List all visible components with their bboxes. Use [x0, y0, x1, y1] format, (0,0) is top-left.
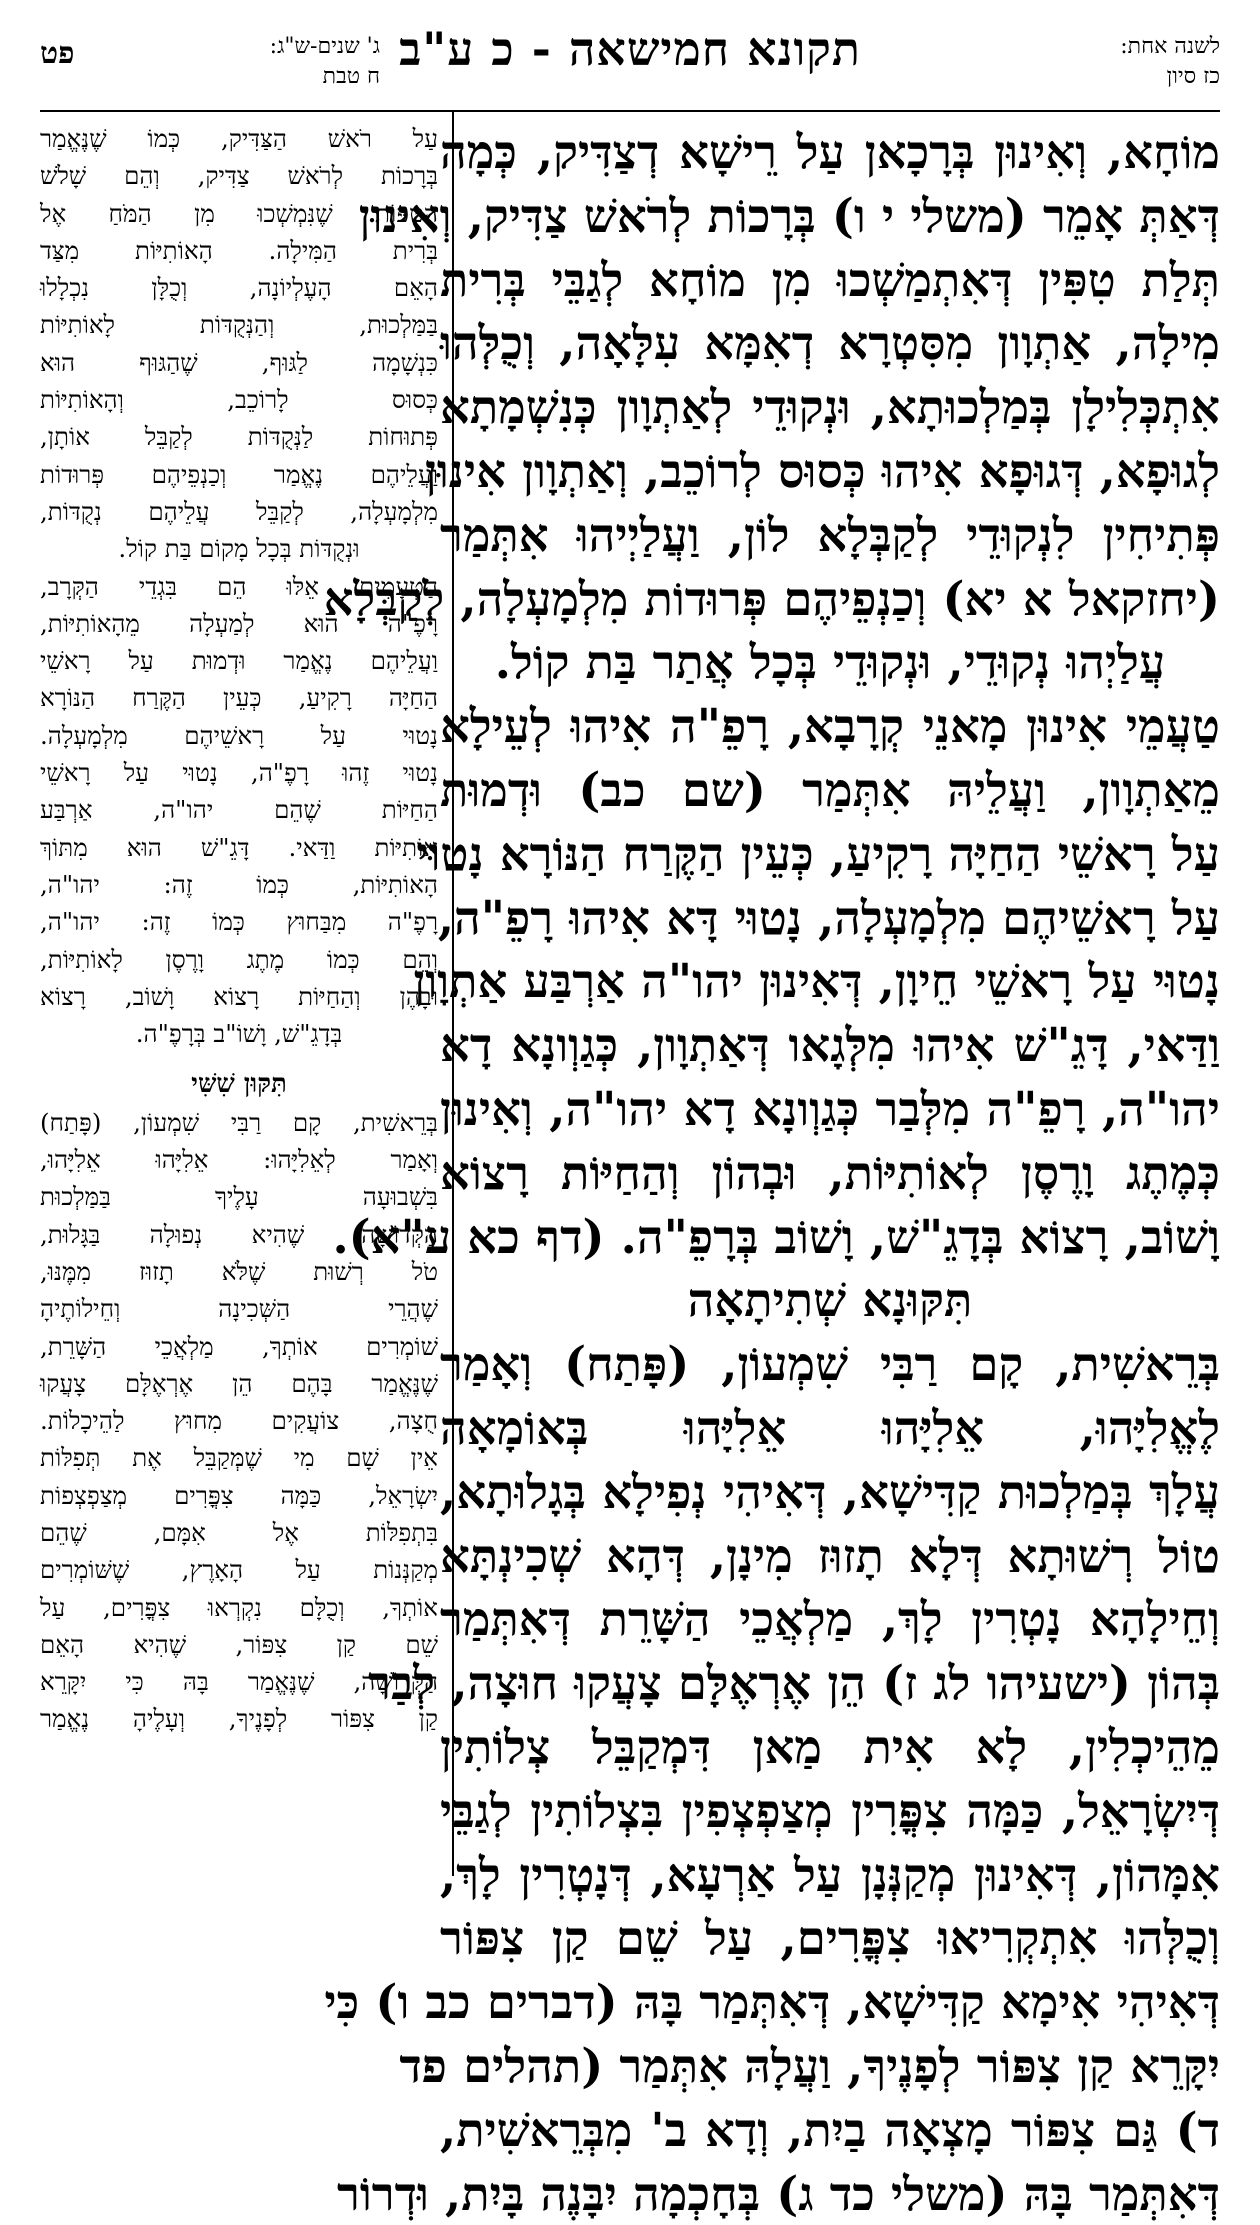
- text-line: הַקְּדוֹשָׁה, שֶׁהִיא נְפוּלָה בַּגָּלוּת,: [40, 1216, 438, 1253]
- text-line: בְּדָגֵ"שׁ, וָשׁוֹ"ב בְּרָפֶ"ה.: [40, 1015, 438, 1052]
- header-three-year-label: ג' שנים-ש"ג:: [150, 32, 380, 62]
- text-line: וַעֲלֵיהֶם נֶאֱמַר וְכַנְפֵיהֶם פְּרוּדוֹת: [40, 456, 438, 493]
- text-line: הַקְּדוֹשָׁה, שֶׁנֶּאֱמַר בָּהּ כִּי יִקָּרֵא: [40, 1663, 438, 1700]
- text-line: הַטִּפּוֹת שֶׁנִּמְשְׁכוּ מִן הַמֹּחַ אֶל: [40, 195, 438, 232]
- text-line: אִמָּהוֹן, דְּאִינוּן מְקַנְּנָן עַל אַרְעָא, דְּנָטְרִין לָךְ,: [440, 1843, 1220, 1907]
- text-line: וְהֵם כְּמוֹ מֶתֶג וָרֶסֶן לָאוֹתִיּוֹת,: [40, 941, 438, 978]
- text-line: מִלְמָעְלָה, לְקַבֵּל עֲלֵיהֶם נְקֻדּוֹת,: [40, 493, 438, 530]
- section-title: תִּקּוּן שִׁשִּׁי: [40, 1066, 438, 1103]
- text-line: (יחזקאל א יא) וְכַנְפֵיהֶם פְּרוּדוֹת מִלְמָעְלָה, לְקַבְּלָא: [440, 567, 1220, 631]
- text-line: אִתְכְּלִילָן בְּמַלְכוּתָא, וּנְקוּדֵי לְאַתְוָון כְּנִשְׁמָתָא: [440, 375, 1220, 439]
- text-line: פְּתִיחִין לִנְקוּדֵי לְקַבְּלָא לוֹן, וַעֲלַיְיהוּ אִתְּמַר: [440, 503, 1220, 567]
- text-line: בְּהוֹן (ישעיהו לג ז) הֵן אֶרְאֶלָּם צָעֲקוּ חוּצָה, לְבַר: [440, 1651, 1220, 1715]
- text-line: טֹל רְשׁוּת שֶׁלֹּא תָזוּז מִמֶּנּוּ,: [40, 1253, 438, 1290]
- hebrew-translation-column: [40, 120, 438, 1870]
- text-line: וְחֵילָהָא נָטְרִין לָךְ, מַלְאֲכֵי הַשָּׁרֵת דְּאִתְּמַר: [440, 1587, 1220, 1651]
- text-line: מְקַנְּנוֹת עַל הָאָרֶץ, שֶׁשּׁוֹמְרִים: [40, 1551, 438, 1588]
- text-line: שֵׁם קַן צִפּוֹר, שֶׁהִיא הָאֵם: [40, 1626, 438, 1663]
- text-line: מֵהֵיכְלִין, לָא אִית מַאן דִּמְקַבֵּל צְלוֹתִין: [440, 1715, 1220, 1779]
- text-line: הָאֵם הָעֶלְיוֹנָה, וְכֻלָּן נִכְלָלוּ: [40, 269, 438, 306]
- text-line: אוֹתְךָ, וְכֻלָּם נִקְרְאוּ צִפֳּרִים, עַל: [40, 1589, 438, 1626]
- text-line: הָאוֹתִיּוֹת, כְּמוֹ זֶה: יהו"ה,: [40, 866, 438, 903]
- header-rule: [40, 110, 1220, 112]
- text-line: עַל רֹאשׁ הַצַּדִּיק, כְּמוֹ שֶׁנֶּאֱמַר: [40, 120, 438, 157]
- text-line: יִקָּרֵא קַן צִפּוֹר לְפָנֶיךָ, וַעֲלָהּ אִתְּמַר (תהלים פד: [440, 2034, 1220, 2098]
- text-line: בְּרִית הַמִּילָה. הָאוֹתִיּוֹת מִצַּד: [40, 232, 438, 269]
- text-line: הַחַיּוֹת שֶׁהֵם יהו"ה, אַרְבַּע: [40, 791, 438, 828]
- text-line: דְּאַתְּ אָמֵר (משלי י ו) בְּרָכוֹת לְרֹאשׁ צַדִּיק, וְאִינוּן: [440, 184, 1220, 248]
- text-line: בְּרֵאשִׁית, קָם רַבִּי שִׁמְעוֹן, (פָּתַח) וְאָמַר: [440, 1332, 1220, 1396]
- text-line: לֶאֱלִיָּהוּ, אֵלִיָּהוּ אֵלִיָּהוּ בְּאוֹמָאָה: [440, 1396, 1220, 1460]
- text-line: עֲלָךְ בְּמַלְכוּת קַדִּישָׁא, דְּאִיהִי נְפִילָא בְּגָלוּתָא,: [440, 1460, 1220, 1524]
- header-first-year-label: לשנה אחת:: [1120, 32, 1220, 62]
- header-three-year-schedule: [150, 32, 380, 92]
- text-line: וּנְקֻדּוֹת בְּכָל מָקוֹם בַּת קוֹל.: [40, 530, 438, 567]
- text-line: שׁוֹמְרִים אוֹתְךָ, מַלְאֲכֵי הַשָּׁרֵת,: [40, 1328, 438, 1365]
- text-line: רָפֶ"ה מִבַּחוּץ כְּמוֹ זֶה: יהו"ה,: [40, 903, 438, 940]
- text-line: נָטוּי זֶהוּ רָפֶ"ה, נָטוּי עַל רָאשֵׁי: [40, 754, 438, 791]
- text-line: לְגוּפָא, דְּגוּפָא אִיהוּ כְּסוּס לְרוֹכֵב, וְאַתְוָון אִינוּן: [440, 439, 1220, 503]
- section-title: תִּקּוּנָא שְׁתִיתָאָה: [440, 1268, 1220, 1332]
- text-line: כְּסוּס לָרוֹכֵב, וְהָאוֹתִיּוֹת: [40, 381, 438, 418]
- text-line: בִּשְׁבוּעָה עָלֶיךָ בַּמַּלְכוּת: [40, 1178, 438, 1215]
- text-line: וַדַּאי, דָּגֵ"שׁ אִיהוּ מִלְּגָאו דְּאַתְוָון, כְּגַוְונָא דָא: [440, 1013, 1220, 1077]
- main-aramaic-column: [440, 120, 1220, 1870]
- text-line: בִּתְפִלּוֹת אֶל אִמָּם, שֶׁהֵם: [40, 1514, 438, 1551]
- text-line: וְאָמַר לְאֵלִיָּהוּ: אֵלִיָּהוּ אֵלִיָּהוּ,: [40, 1141, 438, 1178]
- text-line: אוֹתִיּוֹת וַדַּאי. דָּגֵ"שׁ הוּא מִתּוֹךְ: [40, 829, 438, 866]
- text-line: כְּמֶתֶג וָרֶסֶן לְאוֹתִיּוֹת, וּבְהוֹן וְהַחַיּוֹת רָצוֹא: [440, 1141, 1220, 1205]
- text-line: וַעֲלֵיהֶם נֶאֱמַר וּדְמוּת עַל רָאשֵׁי: [40, 642, 438, 679]
- text-line: בְּרֵאשִׁית, קָם רַבִּי שִׁמְעוֹן, (פָּתַח): [40, 1104, 438, 1141]
- section-spacer: [40, 1052, 438, 1066]
- header-first-year-date: כז סיון: [1120, 62, 1220, 92]
- text-line: תְּלַת טִפִּין דְּאִתְמַשְׁכוּ מִן מוֹחָא לְגַבֵּי בְּרִית: [440, 248, 1220, 312]
- text-line: מִילָה, אַתְוָון מִסִּטְרָא דְאִמָּא עִלָּאָה, וְכֻלְּהוּ: [440, 311, 1220, 375]
- text-line: עַל רָאשֵׁי הַחַיָּה רָקִיעַ, כְּעֵין הַקֶּרַח הַנּוֹרָא נָטוּי: [440, 822, 1220, 886]
- page-title: תקונא חמישאה - כ ע"ב: [40, 22, 1220, 76]
- text-line: וְכֻלְּהוּ אִתְקְרִיאוּ צִפֳּרִים, עַל שֵׁם קַן צִפּוֹר: [440, 1906, 1220, 1970]
- text-line: עֲלַיְהוּ נְקוּדֵי, וּנְקוּדֵי בְּכָל אֲתַר בַּת קוֹל.: [440, 630, 1220, 694]
- text-line: בַּמַּלְכוּת, וְהַנְּקֻדּוֹת לָאוֹתִיּוֹת: [40, 306, 438, 343]
- header-three-year-date: ח טבת: [150, 62, 380, 92]
- text-line: טוֹל רְשׁוּתָא דְּלָא תָזוּז מִינָן, דְּהָא שְׁכִינְתָּא: [440, 1524, 1220, 1588]
- text-line: דְּאִתְּמַר בָּהּ (משלי כד ג) בְּחָכְמָה יִבָּנֶה בָּיִת, וּדְרוֹר: [440, 2162, 1220, 2225]
- page-header: [40, 14, 1220, 110]
- text-line: כִּנְשָׁמָה לַגּוּף, שֶׁהַגּוּף הוּא: [40, 344, 438, 381]
- text-line: יהו"ה, רָפֵ"ה מִלְּבַר כְּגַוְונָא דָא יהו"ה, וְאִינוּן: [440, 1077, 1220, 1141]
- text-line: הַטְּעָמִים אֵלּוּ הֵם בִּגְדֵי הַקְּרָב,: [40, 568, 438, 605]
- text-line: דְּיִשְׂרָאֵל, כַּמָּה צִפֳּרִין מְצַפְצְפִין בִּצְלוֹתִין לְגַבֵּי: [440, 1779, 1220, 1843]
- text-line: קַן צִפּוֹר לְפָנֶיךָ, וְעָלֶיהָ נֶאֱמַר: [40, 1700, 438, 1737]
- text-line: פְּתוּחוֹת לַנְּקֻדּוֹת לְקַבֵּל אוֹתָן,: [40, 418, 438, 455]
- text-line: אֵין שָׁם מִי שֶׁמְּקַבֵּל אֶת תְּפִלּוֹת: [40, 1439, 438, 1476]
- text-line: מֵאַתְוָון, וַעֲלֵיהּ אִתְּמַר (שם כב) וּדְמוּת: [440, 758, 1220, 822]
- text-line: ד) גַּם צִפּוֹר מָצְאָה בַיִת, וְדָא ב' מִבְּרֵאשִׁית,: [440, 2098, 1220, 2162]
- text-line: בְּרָכוֹת לְרֹאשׁ צַדִּיק, וְהֵם שָׁלֹשׁ: [40, 157, 438, 194]
- text-line: עַל רָאשֵׁיהֶם מִלְמָעְלָה, נָטוּי דָּא אִיהוּ רָפֵ"ה,: [440, 886, 1220, 950]
- text-line: חֻצָה, צוֹעֲקִים מִחוּץ לַהֵיכָלוֹת.: [40, 1402, 438, 1439]
- text-line: יִשְׂרָאֵל, כַּמָּה צִפֳּרִים מְצַפְצְפוֹת: [40, 1477, 438, 1514]
- text-line: וָשׁוֹב, רָצוֹא בְּדָגֵ"שׁ, וָשׁוֹב בְּרָפֵ"ה. (דף כא ע"א).: [440, 1205, 1220, 1269]
- text-line: וּבָהֶן וְהַחַיּוֹת רָצוֹא וָשׁוֹב, רָצוֹא: [40, 978, 438, 1015]
- text-line: הַחַיָּה רָקִיעַ, כְּעֵין הַקֶּרַח הַנּוֹרָא: [40, 679, 438, 716]
- text-line: טַעֲמֵי אִינוּן מָאנֵי קְרָבָא, רָפֵ"ה אִיהוּ לְעֵילָא: [440, 694, 1220, 758]
- text-line: נָטוּי עַל רָאשֵׁיהֶם מִלְמָעְלָה.: [40, 717, 438, 754]
- text-line: מוֹחָא, וְאִינוּן בְּרָכָאן עַל רֵישָׁא דְצַדִּיק, כְּמָה: [440, 120, 1220, 184]
- page-number: פט: [40, 36, 74, 71]
- text-line: שֶׁהֲרֵי הַשְּׁכִינָה וְחֵילוֹתֶיהָ: [40, 1290, 438, 1327]
- text-line: נָטוּי עַל רָאשֵׁי חֵיוָן, דְּאִינוּן יהו"ה אַרְבַּע אַתְוָון: [440, 949, 1220, 1013]
- column-divider: [452, 112, 454, 1876]
- text-line: שֶׁנֶּאֱמַר בָּהֶם הֵן אֶרְאֶלָּם צָעֲקוּ: [40, 1365, 438, 1402]
- text-line: רָפֶ"ה הוּא לְמַעְלָה מֵהָאוֹתִיּוֹת,: [40, 605, 438, 642]
- text-line: דְּאִיהִי אִימָא קַדִּישָׁא, דְּאִתְּמַר בָּהּ (דברים כב ו) כִּי: [440, 1970, 1220, 2034]
